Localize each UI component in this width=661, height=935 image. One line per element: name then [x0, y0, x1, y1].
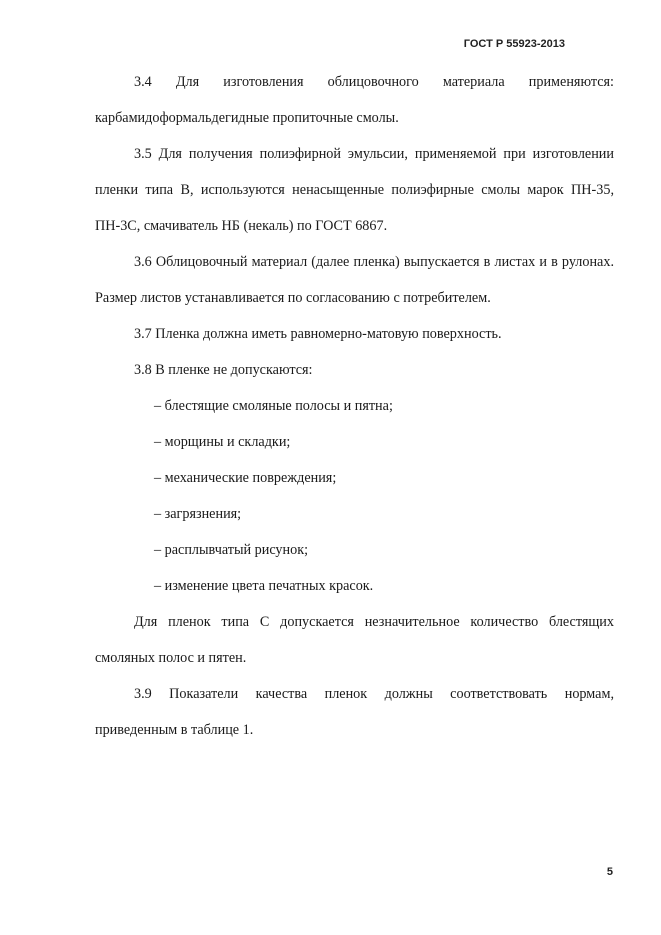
defect-list-item: – расплывчатый рисунок; [154, 542, 309, 558]
defect-list-item: – загрязнения; [154, 506, 242, 522]
defect-list-item: – изменение цвета печатных красок. [154, 578, 374, 594]
document-code: ГОСТ Р 55923-2013 [463, 38, 565, 50]
paragraph-3-4: 3.4 Для изготовления облицовочного материала применяются: карбамидоформальдегидные пропиточные смолы. [95, 74, 614, 126]
page-number: 5 [606, 866, 613, 878]
paragraph-type-c-note: Для пленок типа С допускается незначительное количество блестящих смоляных полос и пятен. [95, 614, 614, 666]
paragraph-3-6: 3.6 Облицовочный материал (далее пленка) выпускается в листах и в рулонах. Размер листов устанавливается по согласованию с потребителем. [95, 254, 614, 306]
defect-list-item: – механические повреждения; [154, 470, 337, 486]
defect-list-item: – морщины и складки; [154, 434, 291, 450]
paragraph-3-9: 3.9 Показатели качества пленок должны соответствовать нормам, приведенным в таблице 1. [95, 686, 614, 738]
document-body [95, 64, 614, 748]
paragraph-3-8: 3.8 В пленке не допускаются: [134, 362, 313, 378]
defect-list-item: – блестящие смоляные полосы и пятна; [154, 398, 393, 414]
paragraph-3-7: 3.7 Пленка должна иметь равномерно-матовую поверхность. [134, 326, 502, 342]
paragraph-3-5: 3.5 Для получения полиэфирной эмульсии, применяемой при изготовлении пленки типа В, используются ненасыщенные полиэфирные смолы марок ПН-35, ПН-3С, смачиватель НБ (некаль) по ГОСТ 6867. [95, 146, 614, 234]
